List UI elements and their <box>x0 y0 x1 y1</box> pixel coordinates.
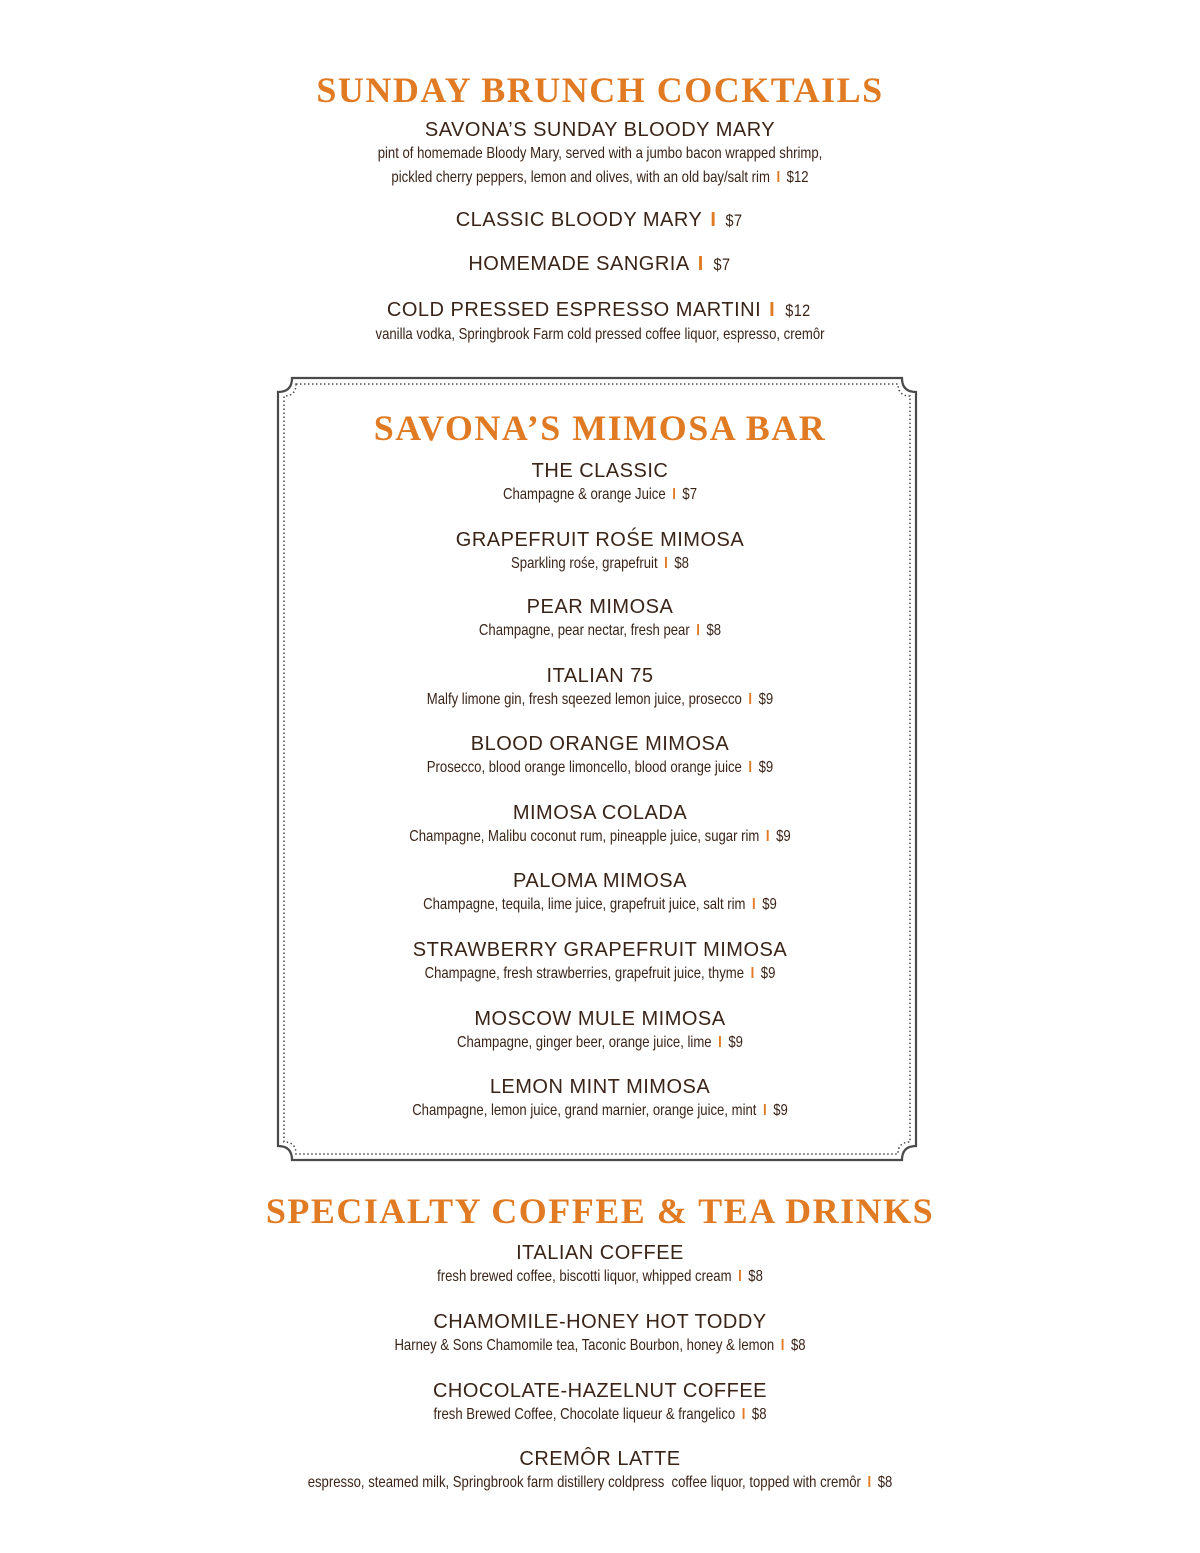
item-desc-line <box>108 552 1092 576</box>
item-desc-line <box>108 619 1092 643</box>
item-desc-line <box>108 893 1092 917</box>
item-price: $12 <box>786 169 809 186</box>
item-price: $9 <box>762 896 777 913</box>
price-separator: I <box>741 1406 746 1423</box>
item-name: CHAMOMILE-HONEY HOT TODDY <box>433 1311 767 1333</box>
item-desc: fresh brewed coffee, biscotti liquor, whipped cream <box>437 1268 732 1285</box>
price-separator: I <box>697 253 704 275</box>
price-separator: I <box>750 965 755 982</box>
price-separator: I <box>672 486 676 503</box>
coffee-title: SPECIALTY COFFEE & TEA DRINKS <box>265 1191 935 1231</box>
menu-item-lemon-mint-mimosa <box>0 1075 1200 1123</box>
item-name: PALOMA MIMOSA <box>513 870 687 892</box>
menu-item-classic-bloody-mary <box>0 208 1200 233</box>
item-desc: Champagne, Malibu coconut rum, pineapple juice, sugar rim <box>409 828 760 845</box>
item-desc-line <box>108 756 1092 780</box>
item-name: BLOOD ORANGE MIMOSA <box>470 733 730 755</box>
item-price: $8 <box>877 1474 893 1491</box>
item-price: $8 <box>674 555 689 572</box>
item-desc-line <box>108 1471 1092 1495</box>
menu-item-italian-75 <box>0 664 1200 712</box>
price-separator: I <box>710 209 717 231</box>
item-desc: espresso, steamed milk, Springbrook farm distillery coldpress coffee liquor, topped with cremôr <box>307 1474 861 1491</box>
item-price: $9 <box>758 691 774 708</box>
item-price: $9 <box>776 828 791 845</box>
item-desc: fresh Brewed Coffee, Chocolate liqueur & frangelico <box>433 1406 736 1423</box>
item-desc-line <box>108 483 1092 507</box>
item-price: $8 <box>790 1337 806 1354</box>
item-desc-line <box>108 962 1092 986</box>
item-name: CLASSIC BLOODY MARY <box>455 209 703 231</box>
item-desc: vanilla vodka, Springbrook Farm cold pressed coffee liquor, espresso, cremôr <box>375 326 825 343</box>
item-price: $12 <box>785 301 811 320</box>
item-desc: Sparkling rośe, grapefruit <box>511 555 658 572</box>
price-separator: I <box>696 622 700 639</box>
menu-item-sunday-bloody-mary <box>0 118 1200 190</box>
item-desc: pint of homemade Bloody Mary, served with a jumbo bacon wrapped shrimp, <box>377 145 823 162</box>
menu-item-grapefruit-rose-mimosa <box>0 528 1200 576</box>
price-separator: I <box>738 1268 742 1285</box>
item-price: $9 <box>773 1102 788 1119</box>
price-separator: I <box>867 1474 872 1491</box>
item-desc: Champagne & orange Juice <box>502 486 666 503</box>
item-name: HOMEMADE SANGRIA <box>468 253 690 275</box>
item-desc-line <box>108 1403 1092 1427</box>
item-price: $8 <box>748 1268 763 1285</box>
price-separator: I <box>762 1102 767 1119</box>
menu-item-mimosa-colada <box>0 801 1200 849</box>
price-separator: I <box>765 828 770 845</box>
item-desc: Champagne, tequila, lime juice, grapefruit juice, salt rim <box>423 896 746 913</box>
price-separator: I <box>664 555 668 572</box>
item-desc-line2 <box>108 166 1092 190</box>
menu-item-cremor-latte <box>0 1447 1200 1495</box>
item-price: $9 <box>760 965 776 982</box>
item-desc-line <box>108 825 1092 849</box>
item-price: $7 <box>725 211 743 230</box>
item-name: MIMOSA COLADA <box>512 802 688 824</box>
item-desc: Champagne, lemon juice, grand marnier, orange juice, mint <box>412 1102 757 1119</box>
item-name: STRAWBERRY GRAPEFRUIT MIMOSA <box>412 939 788 961</box>
item-desc: Prosecco, blood orange limoncello, blood orange juice <box>426 759 742 776</box>
item-name: CREMÔR LATTE <box>519 1448 681 1470</box>
item-price: $7 <box>713 255 731 274</box>
menu-item-hot-toddy <box>0 1310 1200 1358</box>
item-name-line <box>0 208 1200 233</box>
mimosa-title: SAVONA’S MIMOSA BAR <box>373 408 827 448</box>
menu-item-pear-mimosa <box>0 595 1200 643</box>
item-desc-line <box>108 1265 1092 1289</box>
item-price: $8 <box>751 1406 767 1423</box>
price-separator: I <box>718 1034 722 1051</box>
item-price: $9 <box>728 1034 743 1051</box>
price-separator: I <box>748 691 753 708</box>
price-separator: I <box>748 759 753 776</box>
price-separator: I <box>769 299 776 321</box>
item-name: SAVONA’S SUNDAY BLOODY MARY <box>424 119 776 141</box>
item-desc: Champagne, pear nectar, fresh pear <box>478 622 690 639</box>
item-price: $9 <box>758 759 774 776</box>
item-name: LEMON MINT MIMOSA <box>489 1076 711 1098</box>
menu-item-homemade-sangria <box>0 252 1200 277</box>
item-name: PEAR MIMOSA <box>526 596 674 618</box>
item-desc: Champagne, ginger beer, orange juice, lime <box>457 1034 712 1051</box>
item-name: ITALIAN COFFEE <box>516 1242 684 1264</box>
item-desc-line <box>108 688 1092 712</box>
item-desc-line <box>108 1031 1092 1055</box>
item-price: $7 <box>682 486 698 503</box>
item-desc: Champagne, fresh strawberries, grapefruit juice, thyme <box>424 965 745 982</box>
menu-item-paloma-mimosa <box>0 869 1200 917</box>
price-separator: I <box>752 896 756 913</box>
price-separator: I <box>776 169 781 186</box>
price-separator: I <box>780 1337 785 1354</box>
menu-item-italian-coffee <box>0 1241 1200 1289</box>
item-name-line <box>0 298 1200 323</box>
item-price: $8 <box>706 622 722 639</box>
item-name: THE CLASSIC <box>531 460 669 482</box>
item-name: CHOCOLATE-HAZELNUT COFFEE <box>432 1380 767 1402</box>
item-name: COLD PRESSED ESPRESSO MARTINI <box>386 299 762 321</box>
item-desc: Malfy limone gin, fresh sqeezed lemon juice, prosecco <box>426 691 742 708</box>
item-name: GRAPEFRUIT ROŚE MIMOSA <box>455 529 745 551</box>
item-name: ITALIAN 75 <box>546 665 654 687</box>
brunch-title: SUNDAY BRUNCH COCKTAILS <box>316 70 884 110</box>
menu-item-blood-orange-mimosa <box>0 732 1200 780</box>
item-desc-line <box>108 1334 1092 1358</box>
menu-item-strawberry-grapefruit-mimosa <box>0 938 1200 986</box>
item-desc: Harney & Sons Chamomile tea, Taconic Bourbon, honey & lemon <box>394 1337 775 1354</box>
item-name: MOSCOW MULE MIMOSA <box>474 1008 726 1030</box>
menu-item-the-classic <box>0 459 1200 507</box>
item-desc-text: pickled cherry peppers, lemon and olives, with an old bay/salt rim <box>391 169 770 186</box>
menu-item-moscow-mule-mimosa <box>0 1007 1200 1055</box>
menu-item-chocolate-hazelnut-coffee <box>0 1379 1200 1427</box>
item-name-line <box>0 252 1200 277</box>
menu-item-espresso-martini <box>0 298 1200 347</box>
item-desc-line <box>108 1099 1092 1123</box>
